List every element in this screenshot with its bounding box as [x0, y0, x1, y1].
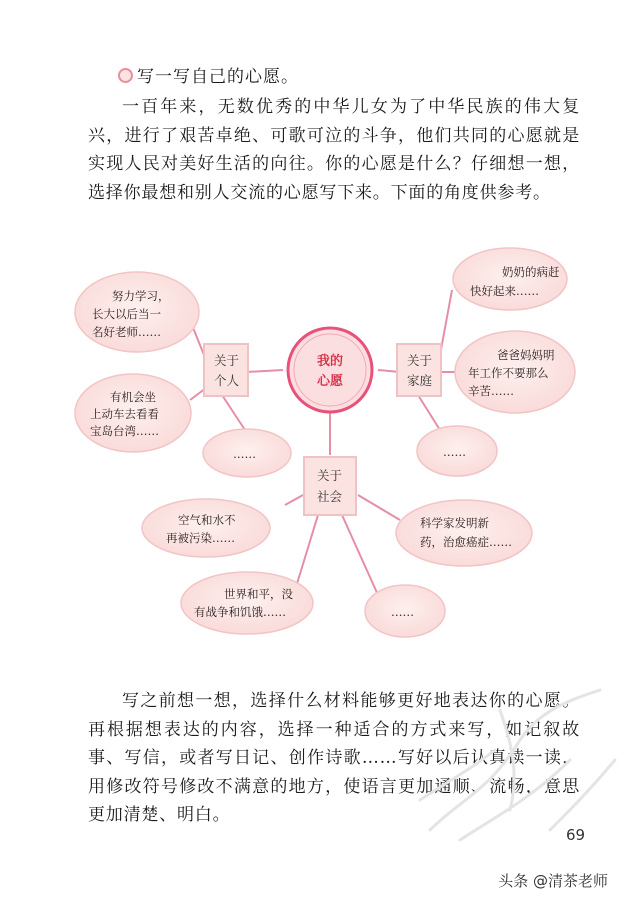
svg-text:辛苦……: 辛苦…… — [468, 384, 514, 398]
intro-paragraph: 一百年来，无数优秀的中华儿女为了中华民族的伟大复兴，进行了艰苦卓绝、可歌可泣的斗争，他们共同的心愿就是实现人民对美好生活的向往。你的心愿是什么？仔细想一想，选择你最想和别人交流的心愿写下来。下面的角度供参考。 — [88, 97, 580, 203]
svg-text:长大以后当一: 长大以后当一 — [92, 307, 161, 321]
svg-text:……: …… — [391, 605, 414, 619]
svg-text:努力学习，: 努力学习， — [112, 289, 170, 303]
idea-grandma — [453, 248, 567, 310]
idea-society-more — [365, 585, 445, 637]
hub-family — [397, 344, 441, 396]
svg-text:有机会坐: 有机会坐 — [110, 390, 156, 404]
svg-text:奶奶的病赶: 奶奶的病赶 — [502, 265, 560, 279]
svg-text:关于: 关于 — [407, 353, 433, 368]
idea-study — [75, 272, 199, 352]
hub-society — [304, 457, 356, 515]
watermark-graphic — [400, 680, 630, 850]
page-number: 69 — [566, 826, 586, 844]
idea-family-more — [417, 426, 497, 476]
svg-text:年工作不要那么: 年工作不要那么 — [468, 366, 549, 380]
idea-parents — [455, 331, 575, 413]
svg-text:世界和平，没: 世界和平，没 — [224, 587, 293, 601]
closing-paragraph: 写之前想一想，选择什么材料能够更好地表达你的心愿。再根据想表达的内容，选择一种适合的方式来写，如记叙故事、写信，或者写日记、创作诗歌……写好以后认真读一读，用修改符号修改不满意的地方，使语言更加通顺、流畅，意思更加清楚、明白。 — [88, 691, 580, 825]
svg-text:名好老师……: 名好老师…… — [92, 325, 161, 339]
svg-text:社会: 社会 — [317, 489, 343, 504]
svg-text:药，治愈癌症……: 药，治愈癌症…… — [420, 535, 512, 549]
svg-text:空气和水不: 空气和水不 — [178, 513, 236, 527]
svg-text:关于: 关于 — [317, 468, 343, 483]
svg-text:有战争和饥饿……: 有战争和饥饿…… — [194, 605, 286, 619]
source-credit: 头条 @清茶老师 — [498, 872, 608, 890]
svg-text:关于: 关于 — [214, 353, 240, 368]
idea-air-water — [142, 499, 270, 557]
svg-text:……: …… — [443, 445, 466, 459]
svg-text:家庭: 家庭 — [407, 373, 433, 388]
svg-text:我的: 我的 — [317, 354, 344, 369]
idea-personal-more — [203, 429, 291, 477]
svg-text:再被污染……: 再被污染…… — [166, 531, 235, 545]
center-node-my-wish — [288, 328, 372, 412]
svg-text:……: …… — [233, 447, 256, 461]
svg-text:科学家发明新: 科学家发明新 — [420, 516, 489, 530]
svg-text:个人: 个人 — [214, 373, 240, 388]
idea-taiwan — [75, 374, 191, 452]
svg-text:宝岛台湾……: 宝岛台湾…… — [90, 424, 159, 438]
idea-cancer — [396, 500, 532, 566]
svg-text:快好起来……: 快好起来…… — [470, 284, 539, 298]
svg-text:心愿: 心愿 — [317, 374, 344, 389]
hub-personal — [204, 344, 248, 396]
svg-text:上动车去看看: 上动车去看看 — [90, 407, 159, 421]
svg-text:爸爸妈妈明: 爸爸妈妈明 — [497, 348, 555, 362]
idea-peace — [181, 572, 313, 634]
heading-text: 写一写自己的心愿。 — [137, 67, 299, 87]
